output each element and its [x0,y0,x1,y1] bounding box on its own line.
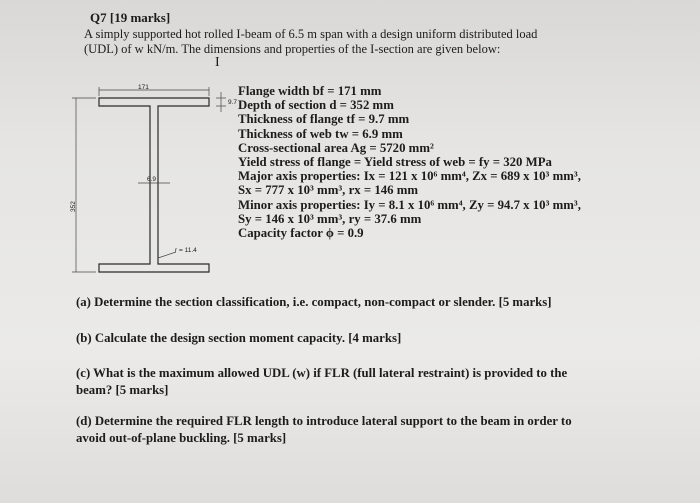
intro-line-2: (UDL) of w kN/m. The dimensions and properties of the I-section are given below: [84,42,501,56]
web-thickness-label: 6.9 [147,176,157,183]
question-d-line-1: (d) Determine the required FLR length to introduce lateral support to the beam in order to [76,414,572,428]
i-section-outline [99,98,209,272]
property-major-axis-1: Major axis properties: Ix = 121 x 10⁶ mm⁴, Zx = 689 x 10³ mm³, [238,169,581,184]
question-d [76,414,572,448]
question-c [76,366,567,400]
property-yield-stress: Yield stress of flange = Yield stress of web = fy = 320 MPa [238,154,552,169]
question-b [76,331,401,348]
property-web-thickness: Thickness of web tw = 6.9 mm [238,126,403,141]
intro-line-1: A simply supported hot rolled I-beam of 6.5 m span with a design uniform distributed load [84,27,538,41]
question-d-line-2: avoid out-of-plane buckling. [76,431,230,445]
question-a [76,295,552,312]
question-b-text: (b) Calculate the design section moment capacity. [76,331,346,345]
question-a-text: (a) Determine the section classification, i.e. compact, non-compact or slender. [76,295,496,309]
flange-width-label: 171 [138,84,149,91]
flange-thickness-label: 9.7 [228,99,238,106]
property-major-axis-2: Sx = 777 x 10³ mm³, rx = 146 mm [238,183,419,198]
property-minor-axis-2: Sy = 146 x 10³ mm³, ry = 37.6 mm [238,211,422,226]
section-properties [238,84,581,240]
question-c-line-1: (c) What is the maximum allowed UDL (w) if FLR (full lateral restraint) is provided to the [76,366,568,380]
question-header: Q7 [19 marks] [90,10,171,25]
question-b-marks: [4 marks] [348,331,402,345]
property-flange-thickness: Thickness of flange tf = 9.7 mm [238,112,410,127]
depth-label: 352 [70,201,77,212]
property-capacity-factor: Capacity factor ϕ = 0.9 [238,225,364,240]
property-area: Cross-sectional area Ag = 5720 mm² [238,140,434,155]
question-c-marks: [5 marks] [115,383,169,397]
question-d-marks: [5 marks] [233,431,287,445]
question-a-marks: [5 marks] [498,295,552,309]
question-c-line-2: beam? [76,383,113,397]
property-minor-axis-1: Minor axis properties: Iy = 8.1 x 10⁶ mm⁴, Zy = 94.7 x 10³ mm³, [238,197,581,212]
property-flange-width: Flange width bf = 171 mm [238,84,382,98]
property-depth: Depth of section d = 352 mm [238,98,394,113]
root-radius-label: r = 11.4 [175,247,197,254]
section-symbol: I [215,55,220,70]
